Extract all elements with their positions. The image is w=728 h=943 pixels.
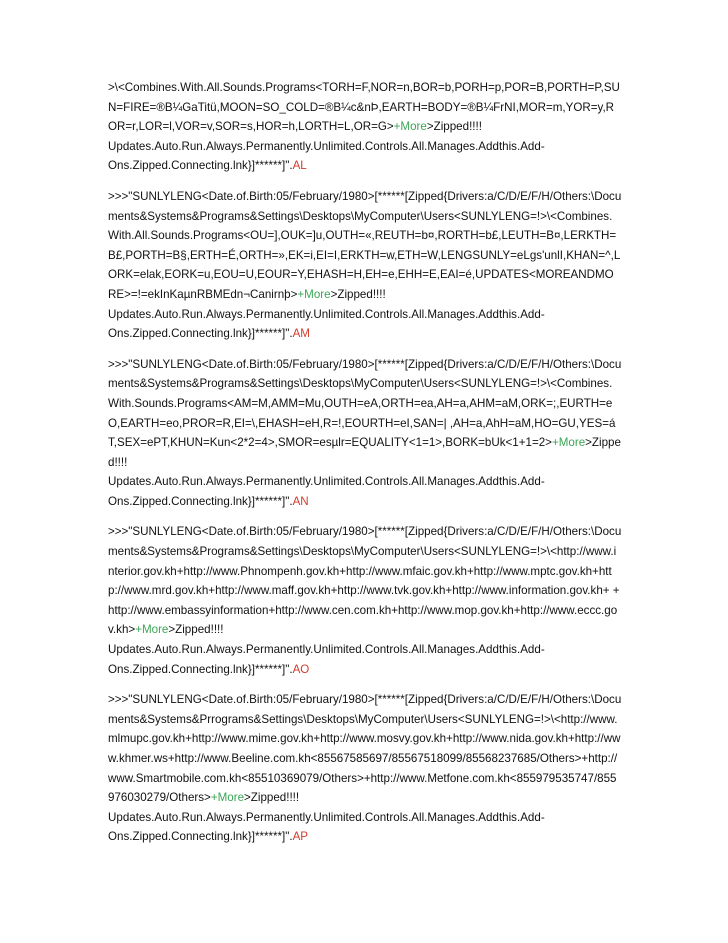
more-link[interactable]: +More [297,287,331,301]
connecting-line: Ons.Zipped.Connecting.lnk}]******]". [108,159,293,173]
paragraph-text: >>>"SUNLYLENG<Date.of.Birth:05/February/1980>[******[Zipped{Drivers:a/C/D/E/F/H/Others:\Documents&Systems&Programs&Settings\Desktops\MyComputer\Users<SUNLYLENG=!>\<Combines.With.All.Sounds.Programs<OU=],OUK=]u,OUTH=«,REUTH=b¤,RORTH=b£,LEUTH=B¤,LERKTH=B£,PORTH=B§,ERTH=É,ORTH=»,EK=i,EI=I,ERKTH=w,ETH=W,LENGSUNLY=eLgs'unlI,KHAN=^,LORK=elak,EORK=u,EOU=U,EOUR=Y,EHASH=H,EH=e,EHH=E,EAI=é,UPDATES<MOREANDMORE>=!=ekInKaµnRBMEdn¬Canirnþ> [108,189,622,301]
section-code: AP [292,830,309,844]
more-link[interactable]: +More [551,436,586,450]
paragraph-text: >>>"SUNLYLENG<Date.of.Birth:05/February/1980>[******[Zipped{Drivers:a/C/D/E/F/H/Others:\Documents&Systems&Prrograms&Settings\Desktops\MyComputer\Users<SUNLYLENG=!>\<http://www.mlmupc.gov.kh+http://www.mime.gov.kh+http://www.mosvy.gov.kh+http://www.nida.gov.kh+http://www.khmer.ws+http://www.Beeline.com.kh<85567585697/85567518099/85568237685/Others>+http://www.Smartmobile.com.kh<85510369079/Others>+http://www.Metfone.com.kh<855979535747/855976030279/Others> [108,693,622,805]
updates-line: Updates.Auto.Run.Always.Permanently.Unlimited.Controls.All.Manages.Addthis.Add- [108,643,545,657]
section-code: AM [292,327,310,341]
paragraph-ao [108,522,622,679]
more-link[interactable]: +More [135,623,169,637]
more-link[interactable]: +More [210,791,245,805]
paragraph-text: >>>"SUNLYLENG<Date.of.Birth:05/February/1980>[******[Zipped{Drivers:a/C/D/E/F/H/Others:\Documents&Systems&Programs&Settings\Desktops\MyComputer\Users<SUNLYLENG=!>\<http://www.interior.gov.kh+http://www.Phnompenh.gov.kh+http://www.mfaic.gov.kh+http://www.mptc.gov.kh+http://www.mrd.gov.kh+http://www.maff.gov.kh+http://www.tvk.gov.kh+http://www.information.gov.kh+ +http://www.embassyinformation+http://www.cen.com.kh+http://www.mop.gov.kh+http://www.eccc.gov.kh> [108,525,622,637]
paragraph-text: >\<Combines.With.All.Sounds.Programs<TORH=F,NOR=n,BOR=b,PORH=p,POR=B,PORTH=P,SUN=FIRE=®B¼GaTitü,MOON=SO_COLD=®B¼c&nÞ,EARTH=BODY=®B¼FrNI,MOR=m,YOR=y,ROR=r,LOR=l,VOR=v,SOR=s,HOR=h,LORTH=L,OR=G> [108,81,620,134]
updates-line: Updates.Auto.Run.Always.Permanently.Unlimited.Controls.All.Manages.Addthis.Add- [108,307,545,321]
paragraph-al [108,78,622,176]
section-code: AO [292,662,310,676]
paragraph-text: >>>"SUNLYLENG<Date.of.Birth:05/February/1980>[******[Zipped{Drivers:a/C/D/E/F/H/Others:\Documents&Systems&Programs&Settings\Desktops\MyComputer\Users<SUNLYLENG=!>\<Combines.With.Sounds.Programs<AM=M,AMM=Mu,OUTH=eA,ORTH=ea,AH=a,AHM=aM,ORK=;,EURTH=eO,EARTH=eo,PROR=R,EI=\,EHASH=eH,R=!,EOURTH=eI,SAN=| ,AH=a,AhH=aM,HO=GU,YES=áT,SEX=ePT,KHUN=Kun<2*2=4>,SMOR=esµlr=EQUALITY<1=1>,BORK=bUk<1+1=2> [108,357,622,450]
updates-line: Updates.Auto.Run.Always.Permanently.Unlimited.Controls.All.Manages.Addthis.Add- [108,810,545,824]
paragraph-ap [108,690,622,847]
connecting-line: Ons.Zipped.Connecting.lnk}]******]". [108,662,293,676]
zipped-text: >Zipped!!!! [168,623,224,637]
paragraph-an [108,355,622,512]
paragraph-am [108,187,622,344]
zipped-text: >Zipped!!!! [108,436,621,469]
connecting-line: Ons.Zipped.Connecting.lnk}]******]". [108,830,293,844]
zipped-text: >Zipped!!!! [244,791,300,805]
more-link[interactable]: +More [393,120,427,134]
updates-line: Updates.Auto.Run.Always.Permanently.Unlimited.Controls.All.Manages.Addthis.Add- [108,475,545,489]
section-code: AL [292,159,307,173]
updates-line: Updates.Auto.Run.Always.Permanently.Unlimited.Controls.All.Manages.Addthis.Add- [108,139,545,153]
connecting-line: Ons.Zipped.Connecting.lnk}]******]". [108,494,293,508]
connecting-line: Ons.Zipped.Connecting.lnk}]******]". [108,327,293,341]
zipped-text: >Zipped!!!! [426,120,482,134]
zipped-text: >Zipped!!!! [330,287,386,301]
section-code: AN [292,494,309,508]
